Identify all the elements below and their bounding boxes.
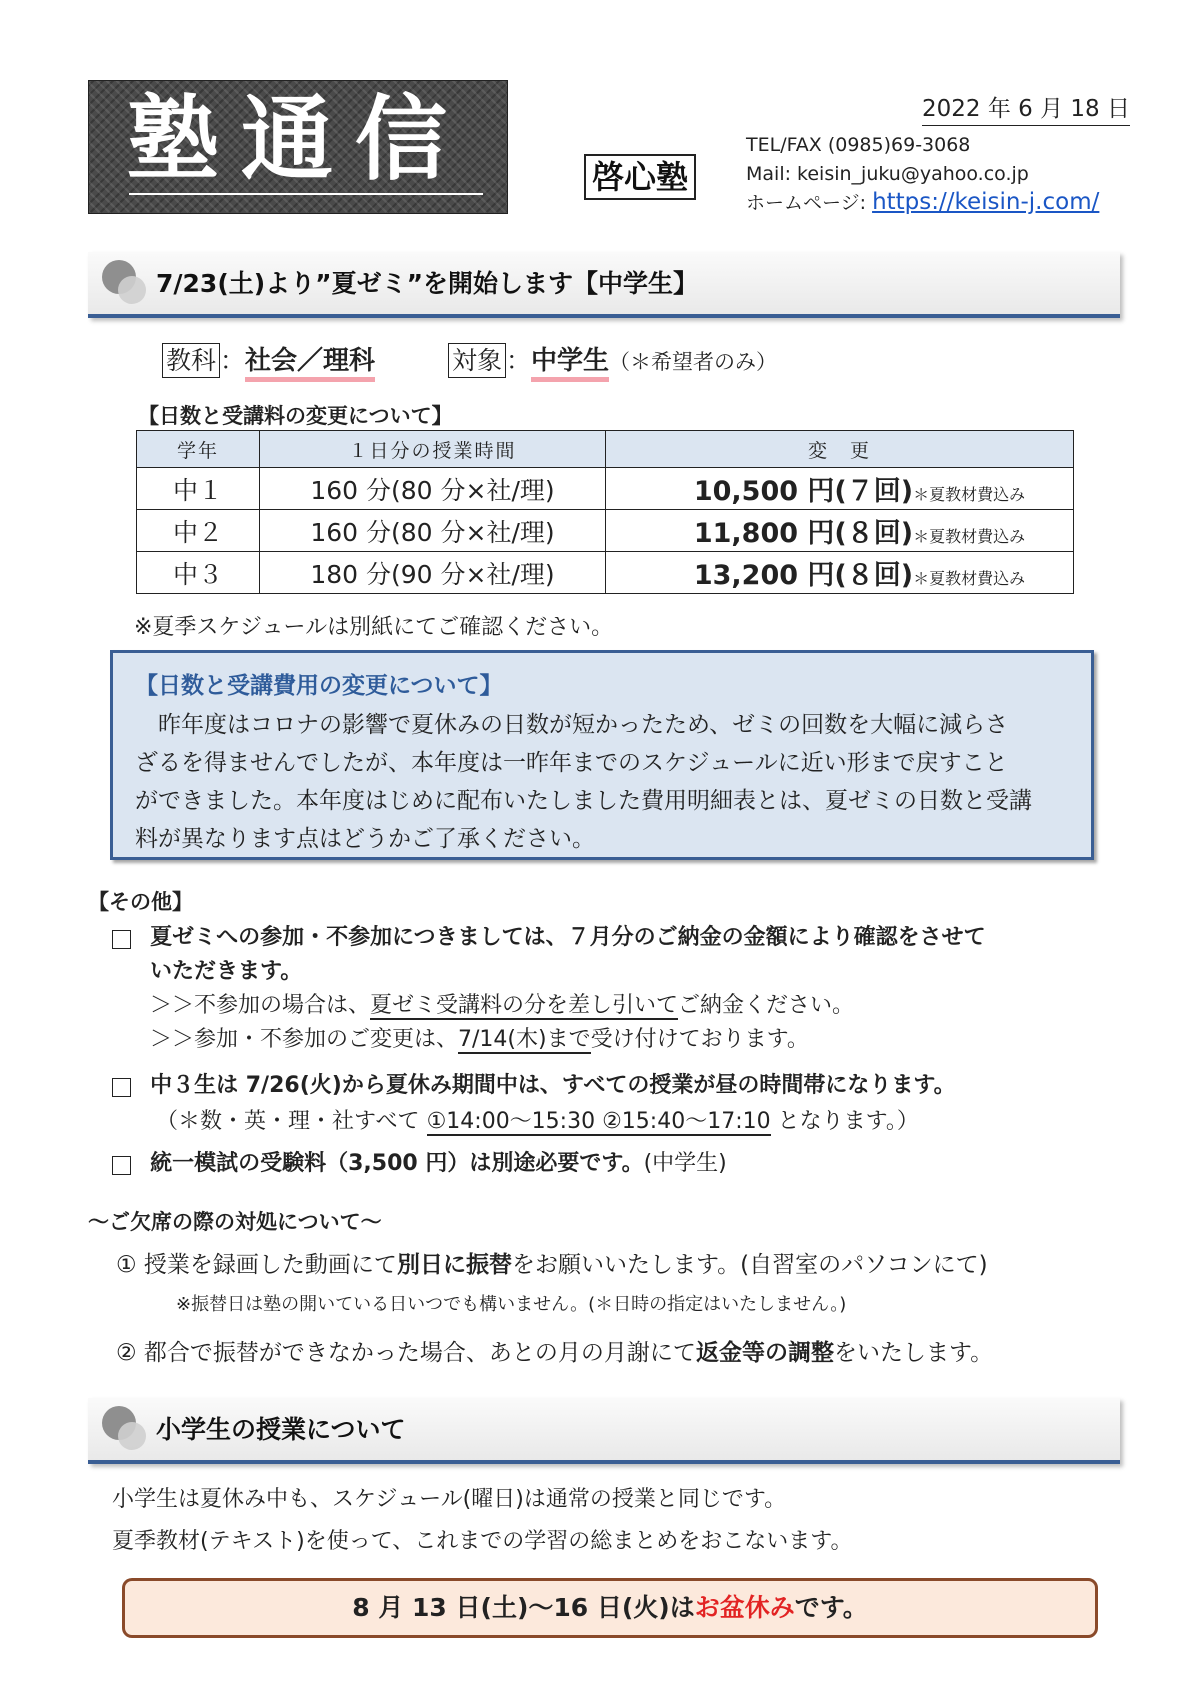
fee-value: 10,500 円(７回) <box>693 476 914 507</box>
header-circle-icon <box>118 1422 146 1450</box>
table-row <box>137 510 1074 552</box>
fee-table <box>136 430 1074 594</box>
absence-text: をいたします。 <box>833 1340 994 1366</box>
contact-homepage <box>746 188 1099 215</box>
section-header-summer-seminar <box>88 252 1120 318</box>
sub-text: ＞＞不参加の場合は、 <box>150 993 371 1018</box>
notice-body <box>135 706 1071 858</box>
notice-box <box>110 650 1094 860</box>
sub-text-underlined: ①14:00～15:30 ②15:40～17:10 <box>426 1109 771 1134</box>
target-colon: ： <box>506 346 532 375</box>
absence-text: ② 都合で振替ができなかった場合、あとの月の月謝にて <box>116 1340 696 1366</box>
fee-value: 11,800 円(８回) <box>693 518 914 549</box>
masthead-title: 塾通信 <box>126 85 469 193</box>
fee-note: ＊夏教材費込み <box>913 485 1026 504</box>
section-title: 小学生の授業について <box>156 1415 406 1444</box>
notice-line: ざるを得ませんでしたが、本年度は一昨年までのスケジュールに近い形まで戻すこと <box>135 750 1008 776</box>
holiday-highlight: お盆休み <box>694 1593 795 1622</box>
target-value: 中学生 <box>531 346 609 382</box>
grade-cell: 中３ <box>137 552 260 594</box>
column-header: 学年 <box>137 431 260 468</box>
absence-text-strong: 返金等の調整 <box>695 1340 834 1366</box>
schedule-note: ※夏季スケジュールは別紙にてご確認ください。 <box>134 615 614 640</box>
notice-line: 昨年度はコロナの影響で夏休みの日数が短かったため、ゼミの回数を大幅に減らさ <box>135 712 1009 738</box>
fee-cell <box>606 552 1074 594</box>
absence-item-2 <box>116 1334 993 1367</box>
absence-item-1 <box>116 1246 988 1279</box>
target-line <box>448 340 777 377</box>
section-title: 7/23(土)より”夏ゼミ”を開始します【中学生】 <box>156 269 699 298</box>
target-note: （＊希望者のみ） <box>609 350 778 374</box>
column-header: 変 更 <box>606 431 1074 468</box>
sub-text: ＞＞参加・不参加のご変更は、 <box>150 1027 459 1052</box>
homepage-label: ホームページ: <box>746 192 873 214</box>
other-item-2 <box>112 1068 956 1099</box>
checkbox-icon[interactable] <box>112 1078 131 1097</box>
absence-text: をお願いいたします。(自習室のパソコンにて) <box>511 1252 988 1278</box>
sub-text: ご納金ください。 <box>678 993 855 1018</box>
subject-line <box>162 340 375 377</box>
table-caption: 【日数と受講料の変更について】 <box>138 404 453 428</box>
fee-value: 13,200 円(８回) <box>693 560 914 591</box>
elementary-line-2: 夏季教材(テキスト)を使って、これまでの学習の総まとめをおこないます。 <box>112 1529 853 1554</box>
notice-title: 【日数と受講費用の変更について】 <box>135 673 503 699</box>
absence-text: ① 授業を録画した動画にて <box>116 1252 397 1278</box>
grade-cell: 中２ <box>137 510 260 552</box>
elementary-line-1: 小学生は夏休み中も、スケジュール(曜日)は通常の授業と同じです。 <box>112 1487 787 1512</box>
checkbox-icon[interactable] <box>112 1156 131 1175</box>
time-cell: 160 分(80 分×社/理) <box>260 468 606 510</box>
absence-item-1-note: ※振替日は塾の開いている日いつでも構いません。(＊日時の指定はいたしません。) <box>176 1294 847 1315</box>
absence-text-strong: 別日に振替 <box>396 1252 512 1278</box>
checkbox-icon[interactable] <box>112 930 131 949</box>
other-item-1-text-cont: いただきます。 <box>150 959 303 984</box>
table-row <box>137 552 1074 594</box>
subject-colon: ： <box>220 346 246 375</box>
section-header-elementary <box>88 1398 1120 1464</box>
notice-line: 料が異なります点はどうかご了承ください。 <box>135 826 595 852</box>
sub-text: （＊数・英・理・社すべて <box>156 1109 427 1134</box>
issue-date: 2022 年 6 月 18 日 <box>922 90 1130 126</box>
holiday-text: です。 <box>794 1593 868 1622</box>
sub-text-underlined: 7/14(木)まで <box>458 1027 591 1052</box>
masthead-banner <box>88 80 508 214</box>
time-cell: 180 分(90 分×社/理) <box>260 552 606 594</box>
table-header-row <box>137 431 1074 468</box>
sub-text: 受け付けております。 <box>590 1027 809 1052</box>
other-item-3-text: 統一模試の受験料（3,500 円）は別途必要です。 <box>150 1151 644 1176</box>
other-item-1-sub-1 <box>150 988 854 1019</box>
other-heading: 【その他】 <box>88 890 193 914</box>
masthead-underline <box>129 193 483 195</box>
other-item-2-text: 中３生は 7/26(火)から夏休み期間中は、すべての授業が昼の時間帯になります。 <box>150 1073 956 1098</box>
other-item-1-sub-2 <box>150 1022 809 1053</box>
other-item-3-note: (中学生) <box>643 1151 727 1176</box>
subject-value: 社会／理科 <box>245 346 375 382</box>
subject-label: 教科 <box>162 343 220 378</box>
school-logo: 啓心塾 <box>584 154 696 200</box>
fee-cell <box>606 468 1074 510</box>
contact-tel: TEL/FAX (0985)69-3068 <box>746 134 971 156</box>
sub-text-underlined: 夏ゼミ受講料の分を差し引いて <box>370 993 679 1018</box>
target-label: 対象 <box>448 343 506 378</box>
other-item-1 <box>112 920 986 951</box>
grade-cell: 中１ <box>137 468 260 510</box>
holiday-banner <box>122 1578 1098 1638</box>
time-cell: 160 分(80 分×社/理) <box>260 510 606 552</box>
fee-note: ＊夏教材費込み <box>913 527 1026 546</box>
fee-cell <box>606 510 1074 552</box>
table-row <box>137 468 1074 510</box>
contact-mail: Mail: keisin_juku@yahoo.co.jp <box>746 163 1029 185</box>
sub-text: となります。） <box>770 1109 919 1134</box>
other-item-3 <box>112 1146 727 1177</box>
other-item-2-sub <box>156 1104 919 1135</box>
notice-line: ができました。本年度はじめに配布いたしました費用明細表とは、夏ゼミの日数と受講 <box>135 788 1032 814</box>
other-item-1-text: 夏ゼミへの参加・不参加につきましては、７月分のご納金の金額により確認をさせて <box>150 925 986 950</box>
holiday-text: 8 月 13 日(土)～16 日(火)は <box>352 1593 695 1622</box>
column-header: １日分の授業時間 <box>260 431 606 468</box>
homepage-link[interactable]: https://keisin-j.com/ <box>872 189 1100 215</box>
header-circle-icon <box>118 276 146 304</box>
fee-note: ＊夏教材費込み <box>913 569 1026 588</box>
absence-heading: ～ご欠席の際の対処について～ <box>88 1210 382 1234</box>
